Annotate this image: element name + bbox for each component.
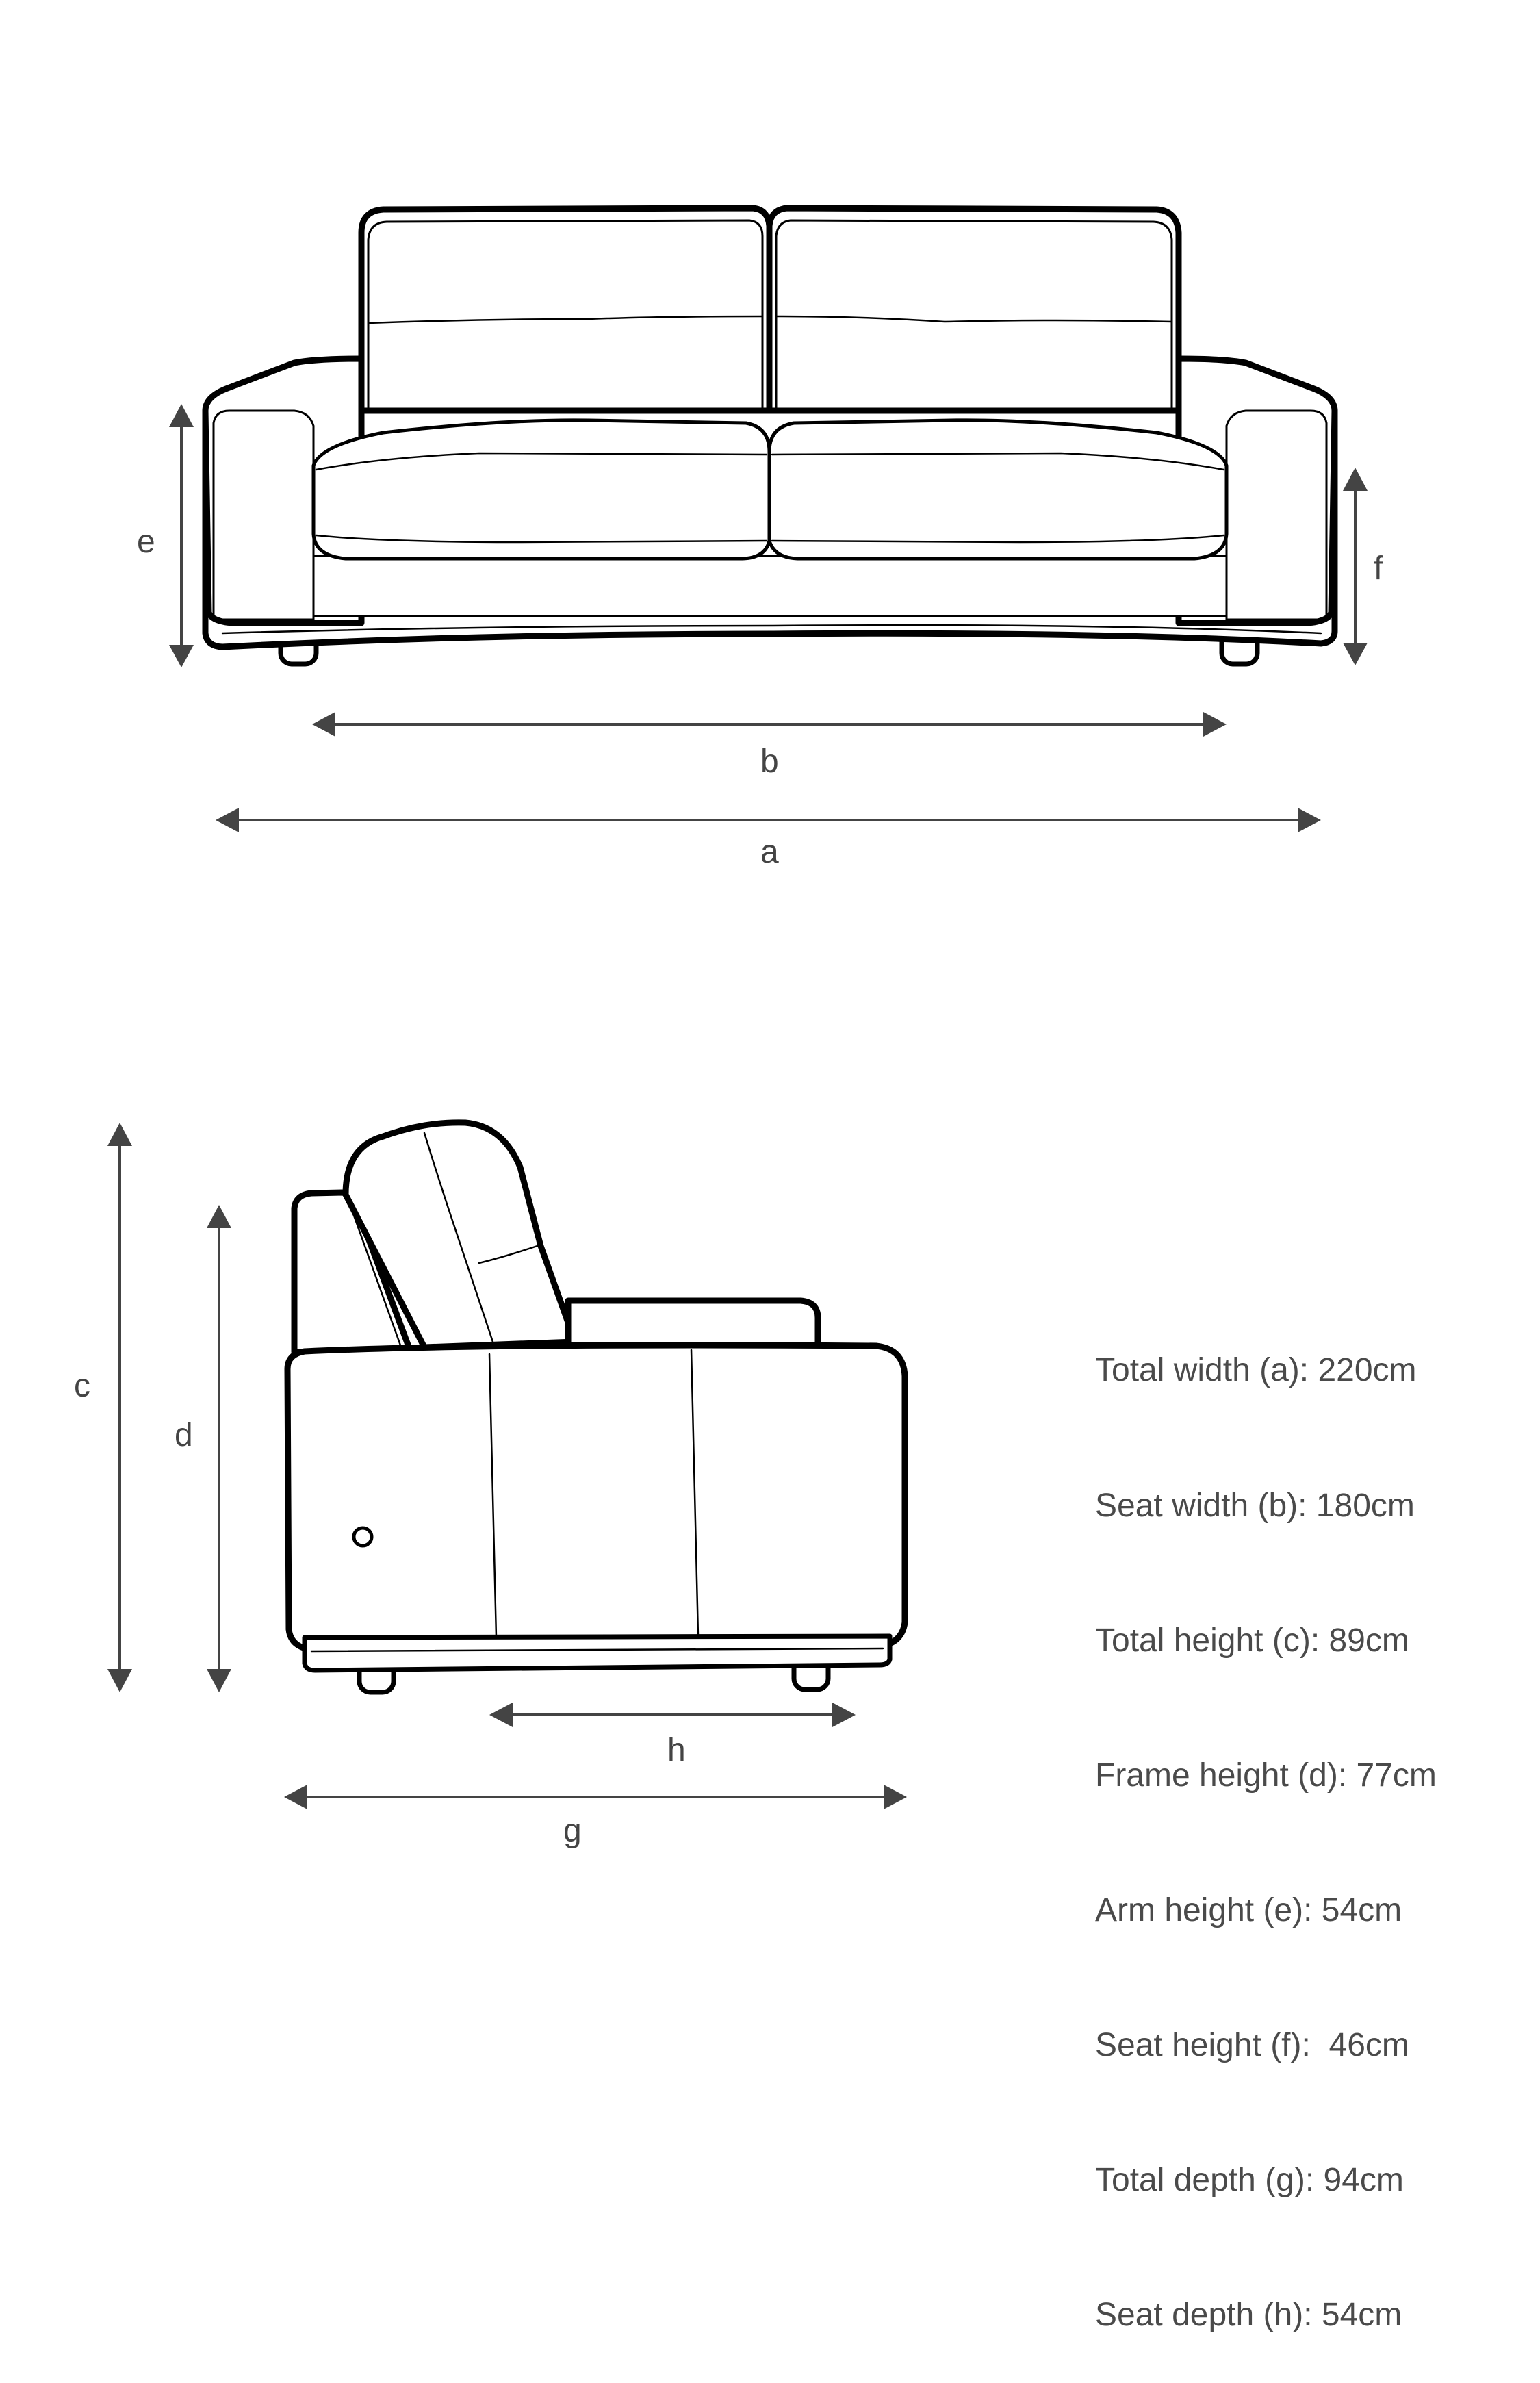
spec-seat-depth: Seat depth (h): 54cm	[1095, 2297, 1402, 2334]
sofa-front-view	[205, 208, 1335, 664]
label-a: a	[760, 834, 779, 870]
front-seat-cushion-right	[769, 420, 1227, 559]
dimension-c-arrow	[107, 1123, 132, 1692]
label-d: d	[175, 1417, 193, 1453]
label-f: f	[1374, 550, 1383, 587]
label-g: g	[563, 1813, 582, 1849]
dimension-g-arrow	[284, 1785, 907, 1809]
dimension-e-arrow	[169, 404, 194, 667]
label-e: e	[137, 524, 155, 560]
side-arm	[568, 1301, 818, 1345]
front-backrest-right	[769, 208, 1179, 438]
dimension-d-arrow	[207, 1205, 231, 1692]
spec-seat-width: Seat width (b): 180cm	[1095, 1487, 1415, 1524]
specifications-list	[1095, 1258, 1437, 2383]
label-c: c	[74, 1368, 90, 1404]
dimension-f-arrow	[1343, 468, 1368, 665]
side-plinth	[305, 1636, 890, 1670]
dimension-a-arrow	[216, 808, 1321, 832]
label-b: b	[760, 743, 779, 780]
front-backrest-left	[361, 208, 769, 438]
sofa-side-view	[287, 1123, 905, 1692]
spec-total-height: Total height (c): 89cm	[1095, 1622, 1409, 1659]
spec-seat-height: Seat height (f): 46cm	[1095, 2026, 1409, 2063]
dimension-h-arrow	[489, 1703, 856, 1727]
spec-frame-height: Frame height (d): 77cm	[1095, 1757, 1437, 1794]
front-seat-rail	[313, 556, 1227, 616]
spec-total-depth: Total depth (g): 94cm	[1095, 2162, 1404, 2199]
spec-total-width: Total width (a): 220cm	[1095, 1352, 1417, 1389]
label-h: h	[667, 1732, 686, 1768]
dimension-b-arrow	[312, 712, 1227, 737]
front-seat-cushion-left	[313, 420, 769, 559]
side-body	[287, 1345, 905, 1650]
recline-button	[354, 1528, 372, 1546]
spec-arm-height: Arm height (e): 54cm	[1095, 1891, 1402, 1928]
